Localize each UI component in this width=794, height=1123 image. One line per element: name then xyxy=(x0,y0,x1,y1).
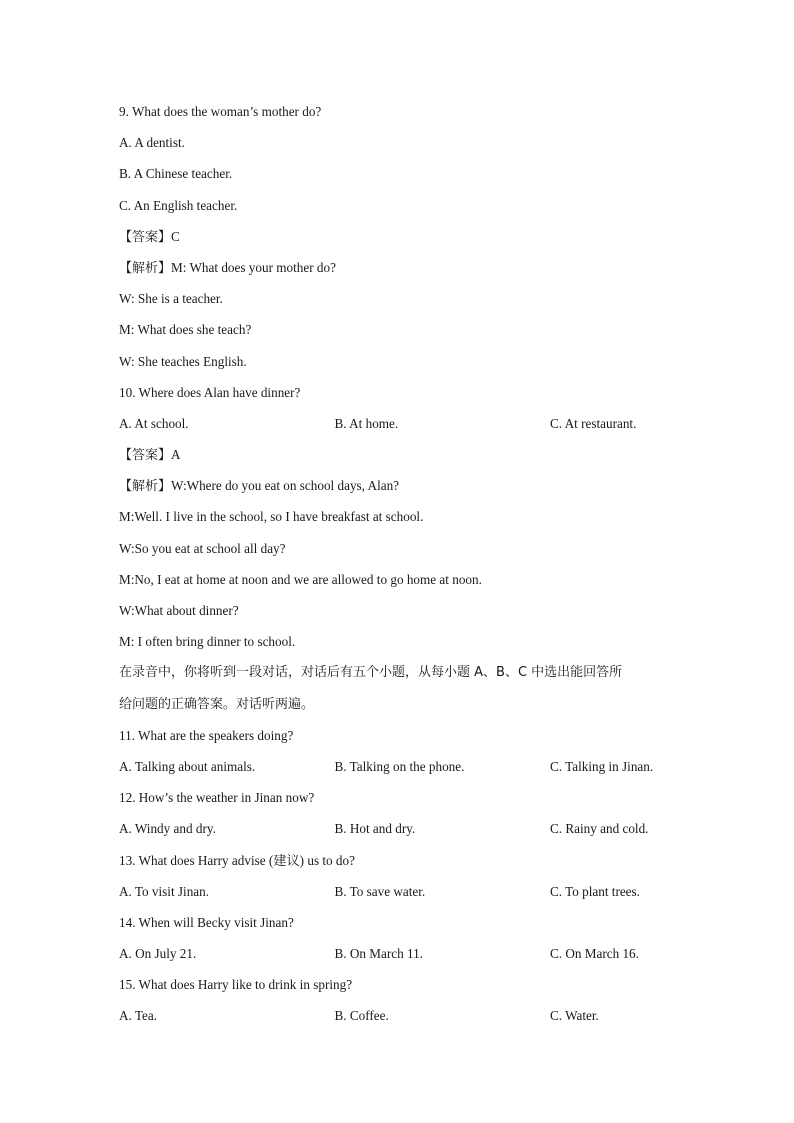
q14-option-b: B. On March 11. xyxy=(334,946,423,962)
dialogue-line: M: I often bring dinner to school. xyxy=(119,634,296,650)
dialogue-line: M: What does she teach? xyxy=(119,322,252,338)
question-15: 15. What does Harry like to drink in spring? xyxy=(119,977,353,993)
instructions-line-2: 给问题的正确答案。对话听两遍。 xyxy=(119,696,315,712)
q9-option-b: B. A Chinese teacher. xyxy=(119,166,233,182)
q15-options xyxy=(119,1005,679,1036)
q9-answer xyxy=(119,226,679,257)
q14-option-a: A. On July 21. xyxy=(119,946,197,962)
q12-option-a: A. Windy and dry. xyxy=(119,821,216,837)
analysis-tag: 【解析】 xyxy=(119,260,172,276)
q14-option-c: C. On March 16. xyxy=(549,946,639,962)
q13-option-a: A. To visit Jinan. xyxy=(119,883,210,899)
q15-option-c: C. Water. xyxy=(549,1008,599,1024)
q10-option-b: B. At home. xyxy=(334,415,399,431)
dialogue-line: W: She teaches English. xyxy=(119,353,247,369)
dialogue-line: W:Where do you eat on school days, Alan? xyxy=(171,478,400,494)
q12-options xyxy=(119,818,679,849)
question-9: 9. What does the woman’s mother do? xyxy=(119,104,322,119)
q9-analysis xyxy=(119,257,679,288)
question-13: 13. What does Harry advise (建议) us to do? xyxy=(119,852,355,868)
dialogue-line: M: What does your mother do? xyxy=(171,259,336,275)
question-10: 10. Where does Alan have dinner? xyxy=(119,384,301,400)
dialogue-line: M:No, I eat at home at noon and we are allowed to go home at noon. xyxy=(119,571,482,587)
answer-value: C xyxy=(171,228,180,244)
q9-option-a: A. A dentist. xyxy=(119,135,185,151)
analysis-tag: 【解析】 xyxy=(119,479,172,495)
dialogue-line: W: She is a teacher. xyxy=(119,291,223,307)
q12-option-b: B. Hot and dry. xyxy=(334,821,416,837)
answer-tag: 【答案】 xyxy=(119,448,172,464)
q10-option-c: C. At restaurant. xyxy=(549,415,637,431)
question-12: 12. How’s the weather in Jinan now? xyxy=(119,790,315,806)
dialogue-line: W:What about dinner? xyxy=(119,603,239,618)
dialogue-line: W:So you eat at school all day? xyxy=(119,540,286,556)
document-content xyxy=(119,101,679,1037)
q15-option-a: A. Tea. xyxy=(119,1008,158,1024)
q10-answer xyxy=(119,444,679,475)
q9-option-c: C. An English teacher. xyxy=(119,197,238,213)
q10-analysis xyxy=(119,475,679,506)
q10-options xyxy=(119,413,679,444)
q14-options xyxy=(119,943,679,974)
q13-option-c: C. To plant trees. xyxy=(549,883,640,899)
q11-option-b: B. Talking on the phone. xyxy=(334,758,465,774)
answer-value: A xyxy=(171,447,181,463)
q12-option-c: C. Rainy and cold. xyxy=(549,821,649,837)
answer-tag: 【答案】 xyxy=(119,229,172,245)
q11-option-c: C. Talking in Jinan. xyxy=(549,758,654,774)
q13-option-b: B. To save water. xyxy=(334,883,426,899)
question-14: 14. When will Becky visit Jinan? xyxy=(119,914,294,930)
instructions-line-1: 在录音中，你将听到一段对话，对话后有五个小题，从每小题 A、B、C 中选出能回答所 xyxy=(119,665,623,681)
q10-option-a: A. At school. xyxy=(119,415,189,431)
q11-options xyxy=(119,756,679,787)
q13-options xyxy=(119,881,679,912)
q11-option-a: A. Talking about animals. xyxy=(119,758,256,774)
question-11: 11. What are the speakers doing? xyxy=(119,727,294,743)
dialogue-line: M:Well. I live in the school, so I have breakfast at school. xyxy=(119,509,424,525)
q15-option-b: B. Coffee. xyxy=(334,1008,389,1024)
